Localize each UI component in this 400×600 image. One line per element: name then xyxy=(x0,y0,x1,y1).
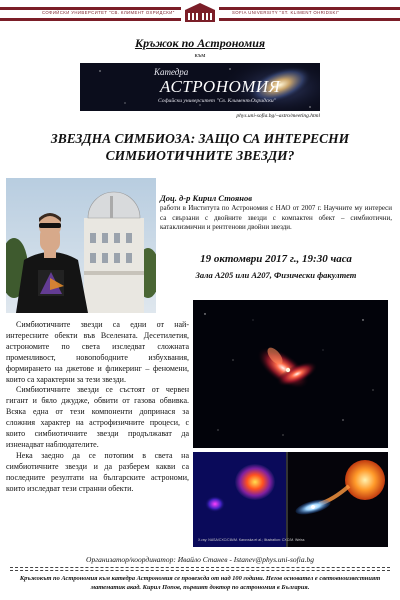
kam-text: към xyxy=(194,52,206,59)
organizer-line: Организатор/координатор: Ивайло Станев - Istanev@phys.uni-sofia.bg xyxy=(86,555,314,564)
speaker-name: Доц. д-р Кирил Стоянов xyxy=(160,193,252,203)
header-left-text: СОФИЙСКИ УНИВЕРСИТЕТ "СВ. КЛИМЕНТ ОХРИДСКИ" xyxy=(42,10,175,15)
description-paragraph-3: Нека заедно да се потопим в света на симбиотичните звезди и да разберем какви са последните резултати на българските астрономи, които изследват тези странни обекти. xyxy=(6,450,189,493)
lecture-title-line-2: СИМБИОТИЧНИТЕ ЗВЕЗДИ? xyxy=(105,148,295,163)
astronomy-banner xyxy=(80,63,320,111)
divider-bottom xyxy=(10,570,390,571)
club-title: Кръжок по Астрономия xyxy=(134,36,266,50)
meeting-url[interactable]: phys.uni-sofia.bg/~astro/meeting.html xyxy=(236,113,320,119)
nebula-illustration xyxy=(193,300,388,448)
banner-sub-text: Софийски университет "Св. Климент Охридски" xyxy=(158,98,277,104)
footer-note: Кръжокът по Астрономия към катедра Астрономия се провежда от над 100 години. Негов основател е световноизвестният математик акад. Кирил Попов, първият доктор по астрономия в България. xyxy=(19,575,381,591)
banner-big-text: АСТРОНОМИЯ xyxy=(160,77,281,96)
xray-illustration xyxy=(193,452,388,547)
university-header xyxy=(0,0,400,24)
nebula-image xyxy=(193,300,388,448)
speaker-photo xyxy=(6,178,156,313)
speaker-photo-illustration xyxy=(6,178,156,313)
image-credit: X-ray: NASA/CXC/CfA/M. Karovska et al.; Illustration: CXC/M. Weiss xyxy=(198,538,305,542)
speaker-bio: работи в Института по Астрономия с НАО от 2007 г. Научните му интереси са свързани с двойните звезди с компактен обект – симбиотични, катаклизмични и рентгенови двойни звезди. xyxy=(160,204,392,231)
xray-and-illustration-image xyxy=(193,452,388,547)
lecture-title xyxy=(0,130,400,164)
lecture-title-line-1: ЗВЕЗДНА СИМБИОЗА: ЗАЩО СА ИНТЕРЕСНИ xyxy=(50,131,350,146)
description-paragraph-2: Симбиотичните звезди се състоят от червен гигант и бяло джудже, обвити от газова обвивка. Всяка една от тези компоненти допринася за сложния характер на астрофизичните процеси, с които симбиотичните звезди продължават да изненадват наблюдателите. xyxy=(6,385,189,449)
description xyxy=(6,320,189,495)
description-paragraph-1: Симбиотичните звезди са едни от най-интересните обекти във Вселената. Десетилетия, астрономите по света изследват сложната променливост, новопободните избухвания, формирането на джетове и фликеринг – феномени, които са характерни за тези звезди. xyxy=(6,320,189,384)
divider-top xyxy=(10,567,390,568)
banner-small-text: Катедра xyxy=(154,67,189,77)
header-right-text: SOFIA UNIVERSITY "ST. KLIMENT OHRIDSKI" xyxy=(232,10,340,15)
event-location: Зала А205 или А207, Физически факултет xyxy=(195,270,357,280)
event-date: 19 октомври 2017 г., 19:30 часа xyxy=(200,253,352,265)
university-building-logo xyxy=(181,0,219,24)
